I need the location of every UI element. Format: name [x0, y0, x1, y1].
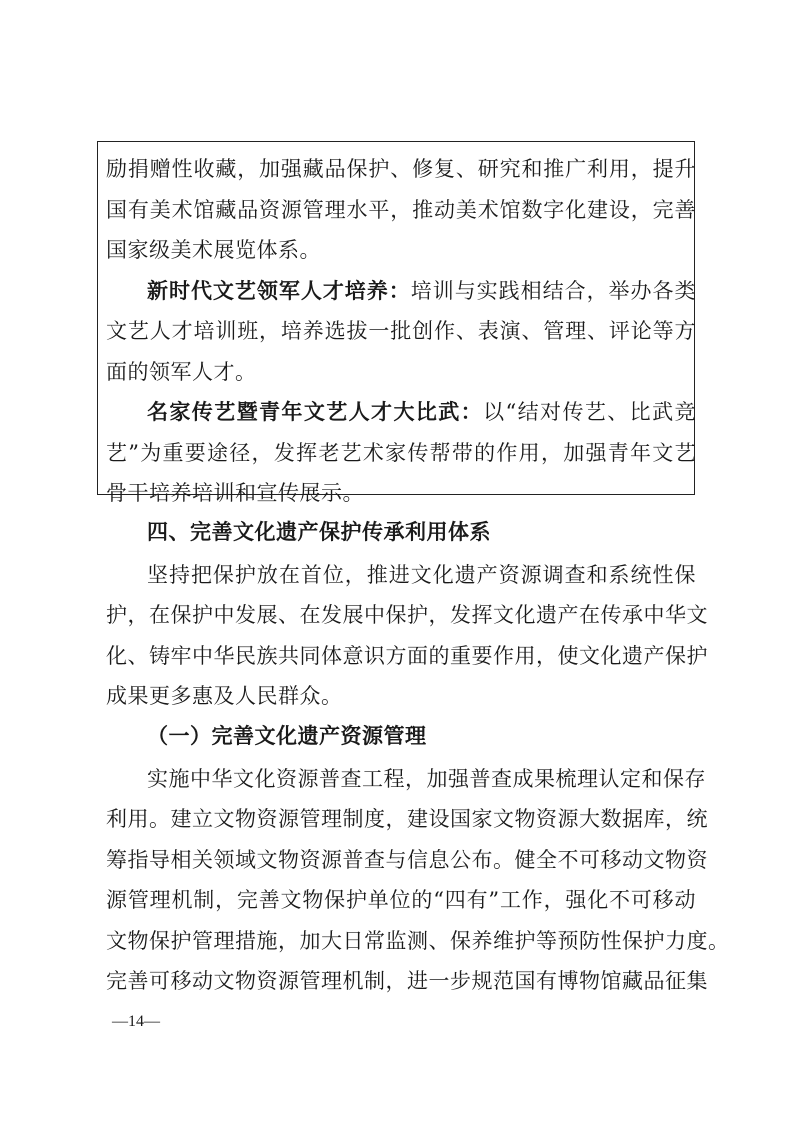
- box-item-1-first-line: [147, 277, 696, 305]
- para2-line-6: 完善可移动文物资源管理机制，进一步规范国有博物馆藏品征集: [106, 969, 708, 993]
- item-1-title: 新时代文艺领军人才培养：: [147, 279, 411, 303]
- para2-line-3: 筹指导相关领域文物资源普查与信息公布。健全不可移动文物资: [106, 848, 708, 872]
- para1-line-4: 成果更多惠及人民群众。: [106, 684, 343, 708]
- page-number: —14—: [112, 1013, 160, 1030]
- para2-line-1: 实施中华文化资源普查工程，加强普查成果梳理认定和保存: [147, 767, 706, 791]
- box-item-2-line-3: 骨干培养培训和宣传展示。: [106, 481, 364, 505]
- box-line-1: 励捐赠性收藏，加强藏品保护、修复、研究和推广利用，提升: [106, 157, 696, 181]
- para1-line-1: 坚持把保护放在首位，推进文化遗产资源调查和系统性保: [147, 563, 696, 587]
- subsection-heading: （一）完善文化遗产资源管理: [147, 724, 427, 748]
- para2-line-5: 文物保护管理措施，加大日常监测、保养维护等预防性保护力度。: [106, 929, 730, 953]
- para1-line-3: 化、铸牢中华民族共同体意识方面的重要作用，使文化遗产保护: [106, 644, 708, 668]
- para2-line-2: 利用。建立文物资源管理制度，建设国家文物资源大数据库，统: [106, 807, 708, 831]
- section-heading: 四、完善文化遗产保护传承利用体系: [147, 520, 491, 544]
- box-item-1-line-2: 文艺人才培训班，培养选拔一批创作、表演、管理、评论等方: [106, 319, 696, 343]
- box-line-3: 国家级美术展览体系。: [106, 238, 321, 262]
- item-2-title: 名家传艺暨青年文艺人才大比武：: [147, 400, 484, 424]
- para1-line-2: 护，在保护中发展、在发展中保护，发挥文化遗产在传承中华文: [106, 603, 708, 627]
- item-1-line-rest: 培训与实践相结合，举办各类: [410, 279, 696, 303]
- box-line-2: 国有美术馆藏品资源管理水平，推动美术馆数字化建设，完善: [106, 198, 696, 222]
- box-item-1-line-3: 面的领军人才。: [106, 360, 257, 384]
- box-item-2-line-2: 艺”为重要途径，发挥老艺术家传帮带的作用，加强青年文艺: [106, 441, 696, 465]
- box-item-2-first-line: [147, 398, 696, 426]
- item-2-line-rest: 以“结对传艺、比武竞: [483, 400, 696, 424]
- para2-line-4: 源管理机制，完善文物保护单位的“四有”工作，强化不可移动: [106, 888, 696, 912]
